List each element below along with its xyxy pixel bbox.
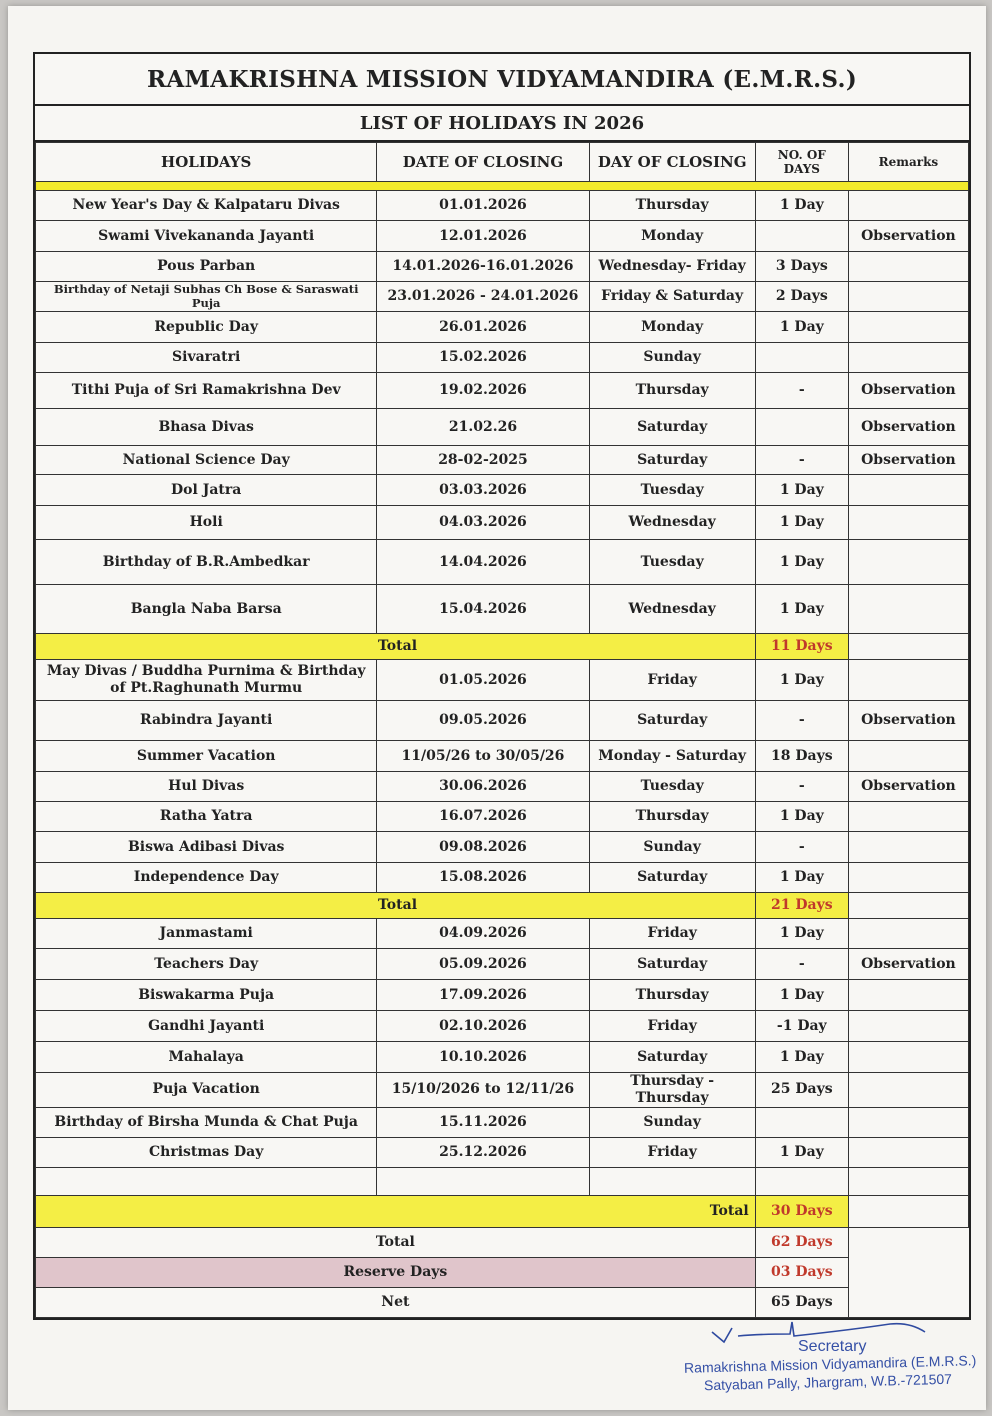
no-of-days: 1 Day	[755, 802, 848, 832]
holiday-name: Dol Jatra	[36, 475, 377, 506]
table-row	[36, 506, 969, 540]
closing-date: 03.03.2026	[377, 475, 589, 506]
remarks	[848, 191, 968, 221]
no-of-days: 1 Day	[755, 660, 848, 701]
table-row	[36, 701, 969, 741]
signature-title: Secretary	[798, 1338, 867, 1355]
subtotal-row-3	[36, 1195, 969, 1227]
holiday-name: Bangla Naba Barsa	[36, 585, 377, 634]
no-of-days: -	[755, 772, 848, 802]
no-of-days: 1 Day	[755, 980, 848, 1011]
remarks: Observation	[848, 949, 968, 980]
holiday-name: May Divas / Buddha Purnima & Birthday of Pt.Raghunath Murmu	[36, 660, 377, 701]
remarks: Observation	[848, 701, 968, 741]
holiday-name: Puja Vacation	[36, 1073, 377, 1108]
subtotal-row-2	[36, 893, 969, 919]
no-of-days	[755, 221, 848, 252]
no-of-days: 1 Day	[755, 863, 848, 893]
remarks	[848, 1042, 968, 1073]
closing-day: Sunday	[589, 343, 755, 373]
closing-day: Saturday	[589, 1042, 755, 1073]
holiday-name: Hul Divas	[36, 772, 377, 802]
table-row	[36, 949, 969, 980]
remarks: Observation	[848, 373, 968, 409]
yellow-divider	[36, 182, 969, 191]
holiday-name: Biswakarma Puja	[36, 980, 377, 1011]
table-row	[36, 1107, 969, 1137]
holiday-name: Republic Day	[36, 312, 377, 343]
header-divider	[36, 182, 969, 191]
net-days: 65 Days	[755, 1287, 848, 1317]
no-of-days: 1 Day	[755, 506, 848, 540]
subtotal-label: Total	[36, 1195, 756, 1227]
document-subtitle: LIST OF HOLIDAYS IN 2026	[35, 106, 969, 142]
closing-day: Tuesday	[589, 475, 755, 506]
empty-row	[36, 1167, 969, 1195]
grand-total-label: Total	[36, 1227, 756, 1257]
closing-day: Monday - Saturday	[589, 741, 755, 772]
closing-date: 01.05.2026	[377, 660, 589, 701]
col-header-date: DATE OF CLOSING	[377, 143, 589, 182]
table-row	[36, 980, 969, 1011]
holiday-name: Bhasa Divas	[36, 409, 377, 446]
header-row	[36, 143, 969, 182]
subtotal-remarks	[848, 634, 968, 660]
section-3	[36, 919, 969, 1228]
closing-day: Wednesday	[589, 506, 755, 540]
empty-cell	[848, 1167, 968, 1195]
table-row	[36, 832, 969, 863]
reserve-days-label: Reserve Days	[36, 1257, 756, 1287]
table-row	[36, 221, 969, 252]
table-row	[36, 191, 969, 221]
reserve-days-value: 03 Days	[755, 1257, 848, 1287]
table-row	[36, 475, 969, 506]
closing-date: 15.02.2026	[377, 343, 589, 373]
table-row	[36, 252, 969, 282]
remarks	[848, 343, 968, 373]
no-of-days: -	[755, 446, 848, 475]
closing-day: Sunday	[589, 832, 755, 863]
net-label: Net	[36, 1287, 756, 1317]
closing-day: Thursday - Thursday	[589, 1073, 755, 1108]
table-row	[36, 660, 969, 701]
net-row	[36, 1287, 969, 1317]
subtotal-days: 11 Days	[755, 634, 848, 660]
no-of-days: 1 Day	[755, 919, 848, 949]
no-of-days: -	[755, 949, 848, 980]
closing-date: 15/10/2026 to 12/11/26	[377, 1073, 589, 1108]
no-of-days: -	[755, 832, 848, 863]
remarks	[848, 506, 968, 540]
table-row	[36, 1137, 969, 1167]
closing-day: Saturday	[589, 863, 755, 893]
closing-date: 14.04.2026	[377, 540, 589, 585]
closing-date: 14.01.2026-16.01.2026	[377, 252, 589, 282]
remarks: Observation	[848, 409, 968, 446]
holiday-list-document	[33, 52, 971, 1320]
holiday-name: Rabindra Jayanti	[36, 701, 377, 741]
closing-day: Thursday	[589, 802, 755, 832]
closing-date: 11/05/26 to 30/05/26	[377, 741, 589, 772]
summary-blank	[848, 1227, 968, 1257]
closing-date: 15.08.2026	[377, 863, 589, 893]
holiday-name: Sivaratri	[36, 343, 377, 373]
remarks: Observation	[848, 221, 968, 252]
closing-date: 09.05.2026	[377, 701, 589, 741]
holiday-name: Janmastami	[36, 919, 377, 949]
subtotal-days: 30 Days	[755, 1195, 848, 1227]
holiday-name: Pous Parban	[36, 252, 377, 282]
no-of-days: 1 Day	[755, 475, 848, 506]
table-row	[36, 312, 969, 343]
summary-section	[36, 1227, 969, 1317]
table-row	[36, 919, 969, 949]
table-row	[36, 741, 969, 772]
remarks	[848, 312, 968, 343]
closing-day: Friday	[589, 660, 755, 701]
subtotal-label: Total	[36, 634, 756, 660]
closing-day: Saturday	[589, 701, 755, 741]
closing-date: 10.10.2026	[377, 1042, 589, 1073]
closing-day: Thursday	[589, 191, 755, 221]
holiday-name: Holi	[36, 506, 377, 540]
reserve-days-row	[36, 1257, 969, 1287]
col-header-days: NO. OF DAYS	[755, 143, 848, 182]
holiday-name: Teachers Day	[36, 949, 377, 980]
closing-day: Wednesday	[589, 585, 755, 634]
remarks: Observation	[848, 772, 968, 802]
table-row	[36, 282, 969, 312]
no-of-days: 3 Days	[755, 252, 848, 282]
summary-blank	[848, 1257, 968, 1287]
holiday-name: Mahalaya	[36, 1042, 377, 1073]
closing-date: 21.02.26	[377, 409, 589, 446]
holiday-name: Biswa Adibasi Divas	[36, 832, 377, 863]
table-row	[36, 1073, 969, 1108]
closing-date: 15.11.2026	[377, 1107, 589, 1137]
closing-day: Saturday	[589, 446, 755, 475]
subtotal-row-1	[36, 634, 969, 660]
remarks	[848, 832, 968, 863]
closing-day: Tuesday	[589, 540, 755, 585]
closing-date: 04.03.2026	[377, 506, 589, 540]
remarks	[848, 741, 968, 772]
remarks	[848, 475, 968, 506]
closing-date: 23.01.2026 - 24.01.2026	[377, 282, 589, 312]
closing-date: 16.07.2026	[377, 802, 589, 832]
closing-date: 15.04.2026	[377, 585, 589, 634]
table-row	[36, 409, 969, 446]
table-row	[36, 585, 969, 634]
section-1	[36, 191, 969, 660]
closing-date: 05.09.2026	[377, 949, 589, 980]
no-of-days	[755, 1107, 848, 1137]
empty-cell	[377, 1167, 589, 1195]
grand-total-days: 62 Days	[755, 1227, 848, 1257]
closing-date: 02.10.2026	[377, 1011, 589, 1042]
closing-day: Saturday	[589, 949, 755, 980]
remarks	[848, 585, 968, 634]
remarks	[848, 863, 968, 893]
subtotal-label: Total	[36, 893, 756, 919]
document-title: RAMAKRISHNA MISSION VIDYAMANDIRA (E.M.R.S.)	[35, 54, 969, 106]
closing-day: Sunday	[589, 1107, 755, 1137]
empty-cell	[755, 1167, 848, 1195]
closing-date: 19.02.2026	[377, 373, 589, 409]
empty-cell	[36, 1167, 377, 1195]
col-header-day: DAY OF CLOSING	[589, 143, 755, 182]
holiday-name: Summer Vacation	[36, 741, 377, 772]
closing-date: 26.01.2026	[377, 312, 589, 343]
no-of-days: 1 Day	[755, 1042, 848, 1073]
closing-date: 30.06.2026	[377, 772, 589, 802]
holiday-name: National Science Day	[36, 446, 377, 475]
signature-address: Satyaban Pally, Jhargram, W.B.-721507	[703, 1370, 953, 1394]
closing-day: Friday	[589, 919, 755, 949]
empty-cell	[589, 1167, 755, 1195]
subtotal-days: 21 Days	[755, 893, 848, 919]
remarks	[848, 660, 968, 701]
holiday-table	[35, 142, 969, 1318]
closing-day: Saturday	[589, 409, 755, 446]
remarks	[848, 1137, 968, 1167]
section-2	[36, 660, 969, 919]
no-of-days: 2 Days	[755, 282, 848, 312]
remarks	[848, 282, 968, 312]
holiday-name: Birthday of B.R.Ambedkar	[36, 540, 377, 585]
subtotal-remarks	[848, 1195, 968, 1227]
closing-day: Thursday	[589, 373, 755, 409]
no-of-days: 1 Day	[755, 1137, 848, 1167]
remarks	[848, 919, 968, 949]
table-row	[36, 446, 969, 475]
table-row	[36, 1042, 969, 1073]
col-header-remarks: Remarks	[848, 143, 968, 182]
no-of-days: 1 Day	[755, 191, 848, 221]
no-of-days: -	[755, 701, 848, 741]
closing-day: Friday	[589, 1137, 755, 1167]
table-row	[36, 772, 969, 802]
remarks	[848, 1011, 968, 1042]
remarks	[848, 540, 968, 585]
holiday-name: Swami Vivekananda Jayanti	[36, 221, 377, 252]
closing-day: Friday & Saturday	[589, 282, 755, 312]
holiday-name: Independence Day	[36, 863, 377, 893]
no-of-days: 25 Days	[755, 1073, 848, 1108]
closing-date: 09.08.2026	[377, 832, 589, 863]
table-row	[36, 1011, 969, 1042]
table-row	[36, 343, 969, 373]
signature-org: Ramakrishna Mission Vidyamandira (E.M.R.S.)	[683, 1352, 977, 1376]
holiday-name: New Year's Day & Kalpataru Divas	[36, 191, 377, 221]
summary-blank	[848, 1287, 968, 1317]
subtotal-remarks	[848, 893, 968, 919]
col-header-holidays: HOLIDAYS	[36, 143, 377, 182]
no-of-days	[755, 343, 848, 373]
closing-day: Monday	[589, 221, 755, 252]
closing-date: 28-02-2025	[377, 446, 589, 475]
table-row	[36, 802, 969, 832]
holiday-name: Christmas Day	[36, 1137, 377, 1167]
no-of-days: -1 Day	[755, 1011, 848, 1042]
remarks	[848, 1073, 968, 1108]
closing-date: 25.12.2026	[377, 1137, 589, 1167]
remarks	[848, 980, 968, 1011]
closing-day: Wednesday- Friday	[589, 252, 755, 282]
table-row	[36, 863, 969, 893]
closing-day: Friday	[589, 1011, 755, 1042]
table-row	[36, 540, 969, 585]
no-of-days: 1 Day	[755, 540, 848, 585]
holiday-name: Tithi Puja of Sri Ramakrishna Dev	[36, 373, 377, 409]
no-of-days: 1 Day	[755, 585, 848, 634]
no-of-days: 1 Day	[755, 312, 848, 343]
no-of-days	[755, 409, 848, 446]
no-of-days: 18 Days	[755, 741, 848, 772]
holiday-name: Birthday of Birsha Munda & Chat Puja	[36, 1107, 377, 1137]
remarks: Observation	[848, 446, 968, 475]
closing-day: Monday	[589, 312, 755, 343]
remarks	[848, 802, 968, 832]
remarks	[848, 1107, 968, 1137]
holiday-name: Ratha Yatra	[36, 802, 377, 832]
table-row	[36, 373, 969, 409]
closing-date: 12.01.2026	[377, 221, 589, 252]
remarks	[848, 252, 968, 282]
grand-total-row	[36, 1227, 969, 1257]
closing-day: Thursday	[589, 980, 755, 1011]
closing-date: 17.09.2026	[377, 980, 589, 1011]
holiday-name: Gandhi Jayanti	[36, 1011, 377, 1042]
no-of-days: -	[755, 373, 848, 409]
closing-date: 01.01.2026	[377, 191, 589, 221]
closing-date: 04.09.2026	[377, 919, 589, 949]
holiday-name: Birthday of Netaji Subhas Ch Bose & Saraswati Puja	[36, 282, 377, 312]
closing-day: Tuesday	[589, 772, 755, 802]
